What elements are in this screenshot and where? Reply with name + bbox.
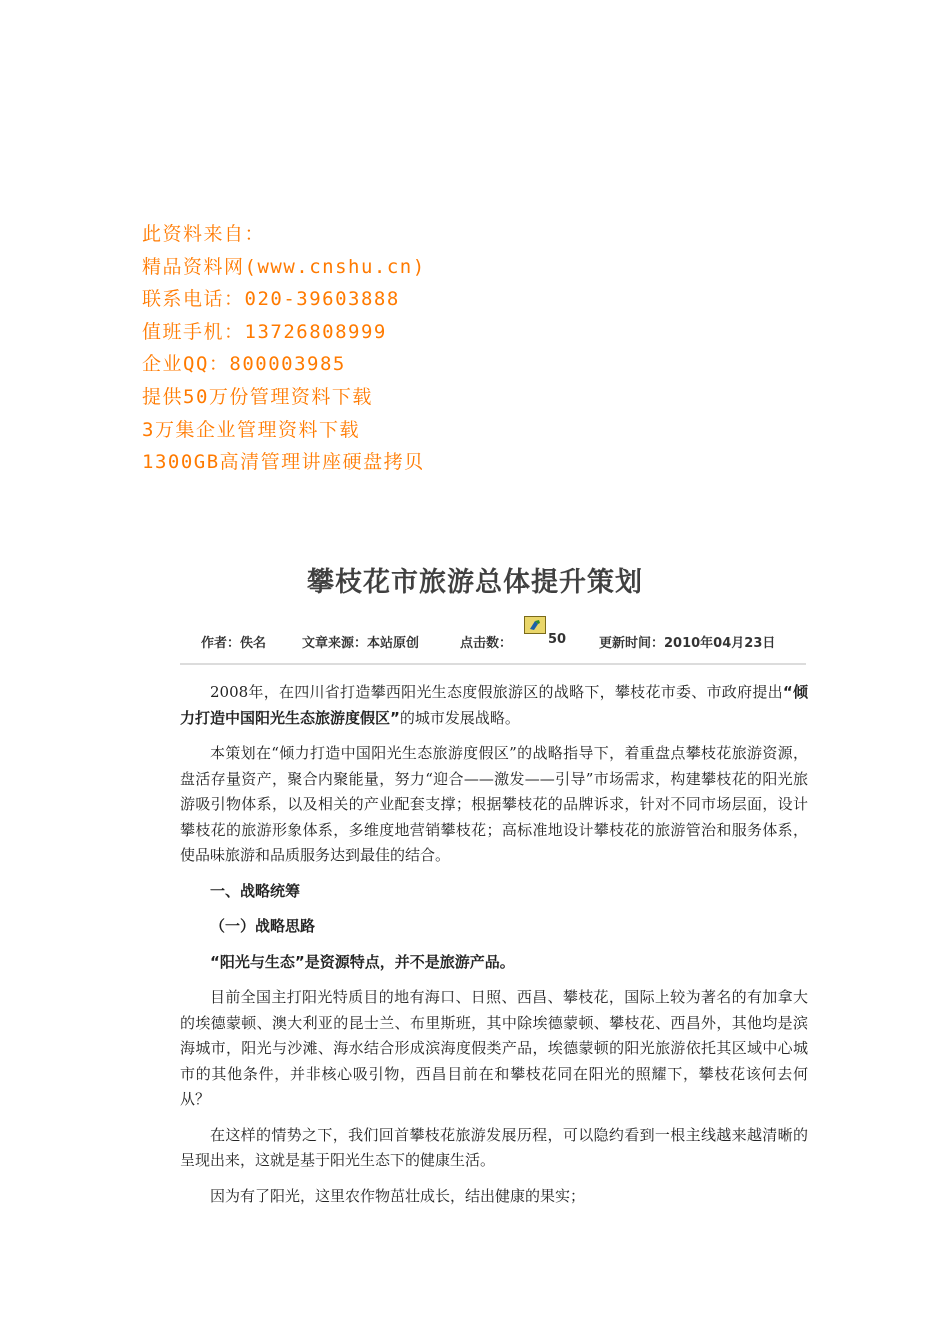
notice-line: 1300GB高清管理讲座硬盘拷贝 — [142, 451, 425, 474]
meta-hits-label: 点击数： — [460, 636, 513, 651]
paragraph: 本策划在“倾力打造中国阳光生态旅游度假区”的战略指导下，着重盘点攀枝花旅游资源，盘活存量资产，聚合内聚能量，努力“迎合——激发——引导”市场需求，构建攀枝花的阳光旅游吸引物体系，以及相关的产业配套支撑；根据攀枝花的品牌诉求，针对不同市场层面，设计攀枝花的旅游形象体系，多维度地营销攀枝花；高标准地设计攀枝花的旅游管治和服务体系，使品味旅游和品质服务达到最佳的结合。 — [180, 744, 808, 864]
notice-line: 精品资料网(www.cnshu.cn) — [142, 255, 426, 278]
article-title: 攀枝花市旅游总体提升策划 — [307, 567, 643, 598]
notice-line: 此资料来自： — [142, 223, 266, 245]
meta-source: 文章来源：本站原创 — [302, 636, 420, 651]
notice-line: 3万集企业管理资料下载 — [142, 418, 360, 441]
meta-author: 作者：佚名 — [201, 636, 267, 651]
paragraph: 因为有了阳光，这里农作物茁壮成长，结出健康的果实； — [210, 1186, 586, 1205]
subsection-heading: （一）战略思路 — [210, 917, 316, 935]
paragraph-text: 2008年，在四川省打造攀西阳光生态度假旅游区的战略下，攀枝花市委、市政府提出 — [210, 683, 783, 701]
source-notice — [142, 218, 662, 479]
paragraph: 在这样的情势之下，我们回首攀枝花旅游发展历程，可以隐约看到一根主线越来越清晰的呈现出来，这就是基于阳光生态下的健康生活。 — [180, 1125, 808, 1169]
paragraph — [180, 680, 808, 731]
hits-counter-icon — [524, 616, 546, 634]
key-statement: “阳光与生态”是资源特点，并不是旅游产品。 — [210, 952, 515, 971]
notice-line: 值班手机：13726808999 — [142, 320, 387, 343]
article-meta — [0, 628, 950, 654]
paragraph-text: 的城市发展战略。 — [399, 708, 520, 727]
meta-hits-value: 50 — [548, 632, 567, 647]
meta-updated: 更新时间：2010年04月23日 — [599, 636, 776, 651]
notice-line: 提供50万份管理资料下载 — [142, 385, 373, 408]
notice-line: 企业QQ：800003985 — [142, 353, 346, 376]
paragraph-bold-text: “倾力打造中国阳光生态旅游度假区” — [180, 683, 809, 727]
paragraph: 目前全国主打阳光特质目的地有海口、日照、西昌、攀枝花，国际上较为著名的有加拿大的埃德蒙顿、澳大利亚的昆士兰、布里斯班，其中除埃德蒙顿、攀枝花、西昌外，其他均是滨海城市，阳光与沙滩、海水结合形成滨海度假类产品，埃德蒙顿的阳光旅游依托其区域中心城市的其他条件，并非核心吸引物，西昌目前在和攀枝花同在阳光的照耀下，攀枝花该何去何从？ — [180, 988, 808, 1108]
notice-line: 联系电话：020-39603888 — [142, 288, 400, 311]
article-body — [180, 680, 808, 1219]
section-heading: 一、战略统筹 — [210, 881, 301, 900]
header-divider — [180, 663, 806, 665]
